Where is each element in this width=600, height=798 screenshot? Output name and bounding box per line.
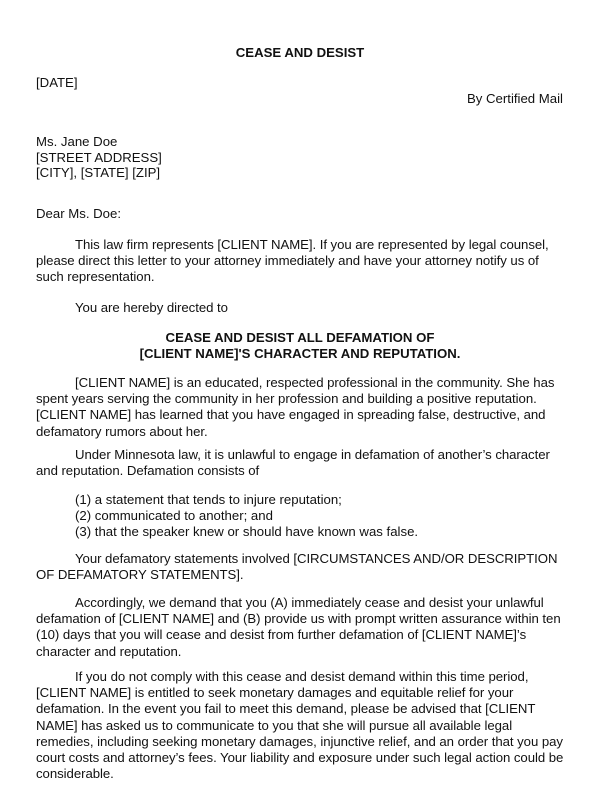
date-placeholder: [DATE] [36, 75, 78, 90]
recipient-name: Ms. Jane Doe [36, 134, 118, 149]
recipient-street: [STREET ADDRESS] [36, 149, 162, 165]
paragraph-consequences: If you do not comply with this cease and desist demand within this time period, [CLIENT NAME] is entitled to seek monetary damages and equitable relief for your defamation. In the event you fail to meet this demand, please be advised that [CLIENT NAME] has asked us to communicate to you that she will pursue all available legal remedies, including seeking monetary damages, injunctive relief, and an order that you pay court costs and attorney’s fees. Your liability and exposure under such legal action could be considerable. [36, 669, 564, 782]
list-item: (3) that the speaker knew or should have known was false. [75, 524, 419, 539]
paragraph-statements: Your defamatory statements involved [CIRCUMSTANCES AND/OR DESCRIPTION OF DEFAMATORY STATEMENTS]. [36, 551, 558, 583]
paragraph-client-background: [CLIENT NAME] is an educated, respected professional in the community. She has spent years serving the community in her profession and building a positive reputation. [CLIENT NAME] has learned that you have engaged in spreading false, destructive, and defamatory rumors about her. [36, 375, 555, 439]
document-title: CEASE AND DESIST [235, 45, 365, 60]
paragraph-law: Under Minnesota law, it is unlawful to engage in defamation of another’s character and reputation. Defamation consists of [36, 447, 550, 479]
recipient-address [36, 134, 162, 181]
paragraph-demand: Accordingly, we demand that you (A) immediately cease and desist your unlawful defamation of [CLIENT NAME] and (B) provide us with prompt written assurance within ten (10) days that you will cease and desist from further defamation of [CLIENT NAME]’s character and reputation. [36, 595, 561, 659]
list-item: (1) a statement that tends to injure reputation; [75, 492, 342, 507]
recipient-city-state-zip: [CITY], [STATE] [ZIP] [36, 165, 161, 180]
salutation: Dear Ms. Doe: [36, 206, 122, 221]
demand-heading-line-1: CEASE AND DESIST ALL DEFAMATION OF [165, 330, 435, 345]
paragraph-directive: You are hereby directed to [75, 300, 228, 315]
demand-heading-line-2: [CLIENT NAME]'S CHARACTER AND REPUTATION. [139, 346, 461, 361]
defamation-elements-list [75, 492, 418, 540]
paragraph-representation: This law firm represents [CLIENT NAME]. If you are represented by legal counsel, please direct this letter to your attorney immediately and have your attorney notify us of such representation. [36, 237, 549, 285]
list-item: (2) communicated to another; and [75, 508, 273, 523]
delivery-method: By Certified Mail [466, 91, 563, 106]
